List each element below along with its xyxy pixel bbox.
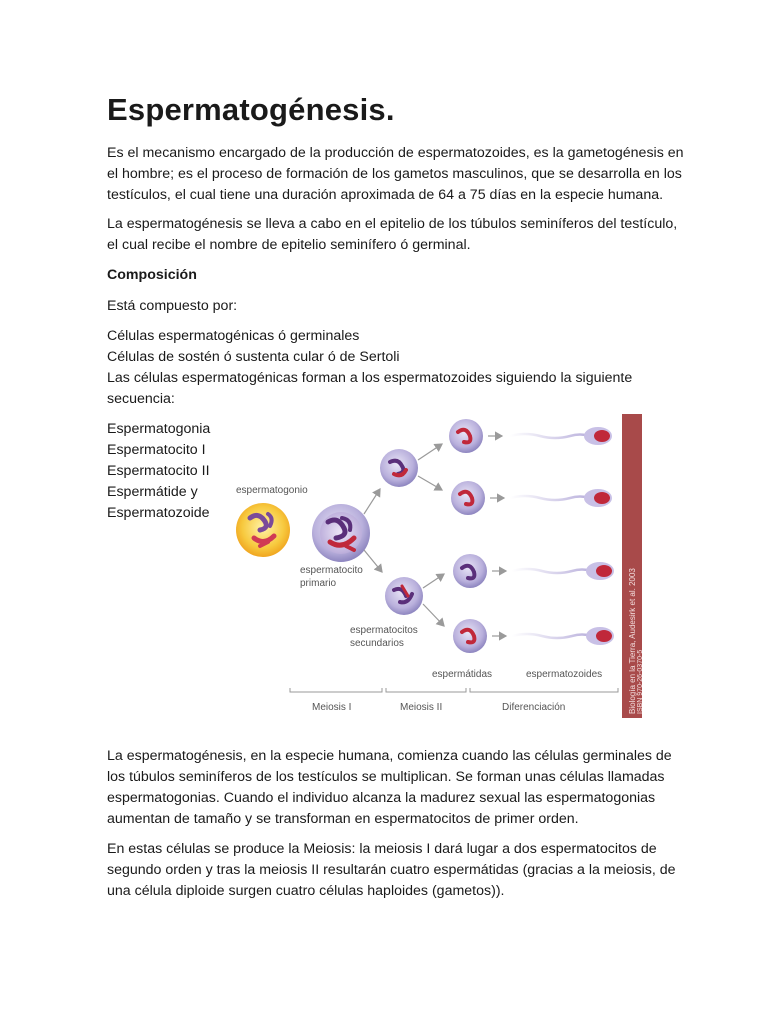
spermatogonium-cell [236, 503, 290, 557]
spermatozoon-4 [512, 627, 614, 645]
credit-isbn: ISBN 970-26-0370-5 [637, 649, 644, 714]
bracket-meiosis-2 [386, 688, 466, 692]
epitelio-paragraph [107, 214, 678, 256]
label-secundarios: secundarios [350, 638, 404, 649]
text-line: La espermatogénesis, en la especie humana, comienza cuando las células germinales de [107, 748, 672, 764]
body-paragraph-2 [107, 839, 676, 902]
label-primario: primario [300, 578, 337, 589]
spermatid-1 [449, 419, 483, 453]
body-paragraph-1 [107, 746, 672, 830]
spermatid-3 [453, 554, 487, 588]
sequence-item: Espermatogonia [107, 421, 211, 437]
intro-paragraph [107, 143, 684, 206]
spermatozoon-1 [510, 427, 612, 445]
sequence-item: Espermatocito II [107, 463, 210, 479]
label-espermatocito: espermatocito [300, 565, 363, 576]
label-espermatidas: espermátidas [432, 669, 493, 680]
text-line: La espermatogénesis se lleva a cabo en el epitelio de los túbulos seminíferos del testículo, [107, 216, 678, 232]
text-line: el cual recibe el nombre de epitelio seminífero ó germinal. [107, 237, 471, 253]
secondary-spermatocyte-bottom [385, 577, 423, 615]
text-line: secuencia: [107, 391, 175, 407]
text-line: Es el mecanismo encargado de la producción de espermatozoides, es la gametogénesis en [107, 145, 684, 161]
text-line: testículos, el cual tiene una duración aproximada de 64 a 75 días en la especie humana. [107, 187, 664, 203]
primary-spermatocyte-cell [312, 504, 370, 562]
spermatid-2 [451, 481, 485, 515]
label-espermatogonio: espermatogonio [236, 485, 308, 496]
sequence-item: Espermatocito I [107, 442, 206, 458]
spermatozoon-3 [512, 562, 614, 580]
sequence-item: Espermátide y [107, 484, 198, 500]
text-line: Células espermatogénicas ó germinales [107, 328, 360, 344]
text-line: aumentan de tamaño y se transforman en espermatocitos de primer orden. [107, 811, 579, 827]
spermatid-4 [453, 619, 487, 653]
bracket-diferenciacion [470, 688, 618, 692]
text-line: Las células espermatogénicas forman a los espermatozoides siguiendo la siguiente [107, 370, 633, 386]
spermatozoon-2 [510, 489, 612, 507]
credit-text: Biología en la Tierra, Audesirk et al. 2003 [628, 568, 637, 714]
sequence-list [107, 419, 227, 524]
label-espermatocitos: espermatocitos [350, 625, 418, 636]
spermatogenesis-diagram [230, 414, 646, 720]
secondary-spermatocyte-top [380, 449, 418, 487]
diagram-svg [230, 414, 646, 720]
text-line: En estas células se produce la Meiosis: la meiosis I dará lugar a dos espermatocitos de [107, 841, 657, 857]
text-line: Células de sostén ó sustenta cular ó de Sertoli [107, 349, 400, 365]
stage-meiosis-2: Meiosis II [400, 702, 443, 713]
stage-meiosis-1: Meiosis I [312, 702, 352, 713]
sequence-item: Espermatozoide [107, 505, 210, 521]
label-espermatozoides: espermatozoides [526, 669, 603, 680]
stage-diferenciacion: Diferenciación [502, 702, 566, 713]
text-line: una célula diploide surgen cuatro células haploides (gametos)). [107, 883, 505, 899]
text-line: los túbulos seminíferos de los testículos se multiplican. Se forman unas células llamadas [107, 769, 665, 785]
bracket-meiosis-1 [290, 688, 382, 692]
text-line: espermatogonias. Cuando el individuo alcanza la madurez sexual las espermatogonias [107, 790, 656, 806]
text-line: el hombre; es el proceso de formación de los gametos masculinos, que se desarrolla en los [107, 166, 682, 182]
composicion-heading: Composición [107, 267, 197, 283]
cell-types-paragraph [107, 326, 667, 410]
compuesto-por-text: Está compuesto por: [107, 298, 238, 314]
page-title: Espermatogénesis. [107, 92, 395, 127]
text-line: segundo orden y tras la meiosis II resultarán cuatro espermátidas (gracias a la meiosis, de [107, 862, 676, 878]
